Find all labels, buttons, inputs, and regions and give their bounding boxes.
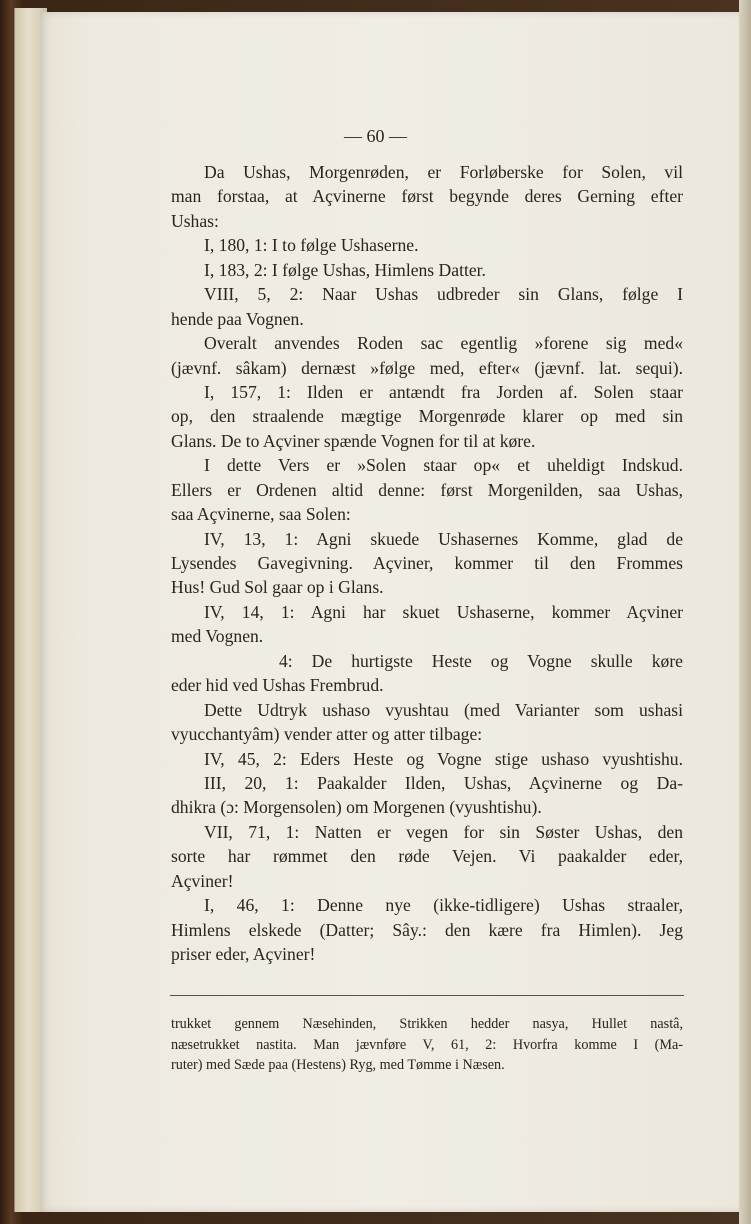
text-line: hende paa Vognen. (171, 308, 304, 329)
text-line: IV, 13, 1: Agni skuede Ushasernes Komme, glad de (204, 528, 683, 549)
footnote-divider (170, 995, 684, 996)
text-line: saa Açvinerne, saa Solen: (171, 504, 351, 525)
text-line: sorte har rømmet den røde Vejen. Vi paakalder eder, (171, 846, 683, 867)
text-line: op, den straalende mægtige Morgenrøde klarer op med sin (171, 406, 683, 427)
text-line: Hus! Gud Sol gaar op i Glans. (171, 577, 384, 598)
footnote-line: næsetrukket nastita. Man jævnføre V, 61, 2: Hvorfra komme I (Ma- (171, 1036, 683, 1053)
text-line: Ushas: (171, 210, 219, 231)
text-line: med Vognen. (171, 626, 264, 647)
text-line: Lysendes Gavegivning. Açviner, kommer til den Frommes (171, 553, 683, 573)
text-line: (jævnf. sâkam) dernæst »følge med, efter« (jævnf. lat. sequi). (171, 357, 683, 378)
text-line: 4: De hurtigste Heste og Vogne skulle køre (279, 650, 683, 671)
text-line: IV, 14, 1: Agni har skuet Ushaserne, kommer Açviner (204, 601, 683, 622)
text-line: I, 180, 1: I to følge Ushaserne. (204, 235, 419, 256)
text-line: I, 183, 2: I følge Ushas, Himlens Datter. (204, 259, 486, 280)
text-line: Açviner! (171, 870, 234, 891)
text-line: IV, 45, 2: Eders Heste og Vogne stige ushaso vyushtishu. (204, 748, 683, 769)
body-text (171, 160, 683, 966)
footnote (171, 1014, 683, 1076)
text-line: eder hid ved Ushas Frembrud. (171, 675, 384, 696)
footnote-line: ruter) med Sæde paa (Hestens) Ryg, med Tømme i Næsen. (171, 1057, 505, 1073)
text-line: VII, 71, 1: Natten er vegen for sin Søster Ushas, den (204, 821, 683, 842)
text-line: Himlens elskede (Datter; Sây.: den kære fra Himlen). Jeg (171, 919, 683, 940)
text-line: vyucchantyâm) vender atter og atter tilbage: (171, 724, 483, 745)
text-line: Da Ushas, Morgenrøden, er Forløberske for Solen, vil (204, 162, 683, 182)
footnote-line: trukket gennem Næsehinden, Strikken hedder nasya, Hullet nastâ, (171, 1016, 683, 1032)
page-number: — 60 — (344, 126, 407, 146)
text-line: Overalt anvendes Roden sac egentlig »forene sig med« (204, 333, 683, 354)
text-line: priser eder, Açviner! (171, 944, 316, 964)
text-line: I, 46, 1: Denne nye (ikke-tidligere) Ushas straaler, (204, 895, 683, 916)
text-line: I, 157, 1: Ilden er antændt fra Jorden af. Solen staar (204, 381, 683, 402)
text-line: Ellers er Ordenen altid denne: først Morgenilden, saa Ushas, (171, 479, 683, 500)
text-line: III, 20, 1: Paakalder Ilden, Ushas, Açvinerne og Da- (204, 772, 683, 793)
text-line: Dette Udtryk ushaso vyushtau (med Varianter som ushasi (204, 699, 683, 720)
text-line: I dette Vers er »Solen staar op« et uheldigt Indskud. (204, 455, 683, 476)
text-line: VIII, 5, 2: Naar Ushas udbreder sin Glans, følge I (204, 284, 683, 305)
text-line: man forstaa, at Açvinerne først begynde deres Gerning efter (171, 186, 683, 207)
text-line: dhikra (ɔ: Morgensolen) om Morgenen (vyushtishu). (171, 797, 542, 818)
text-line: Glans. De to Açviner spænde Vognen for til at køre. (171, 430, 536, 451)
page-edge (739, 0, 751, 1224)
